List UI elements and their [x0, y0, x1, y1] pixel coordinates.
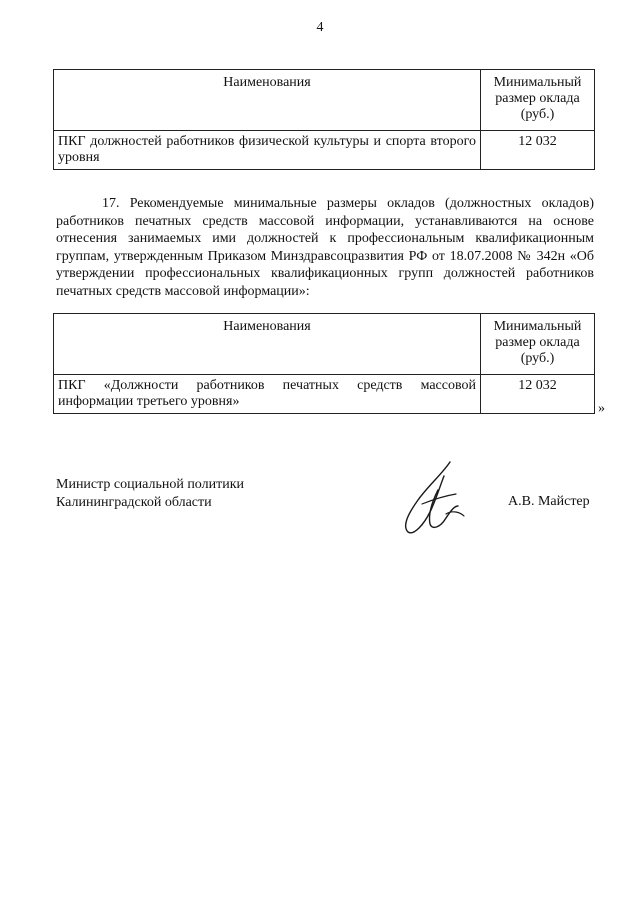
table-row	[54, 131, 595, 170]
salary-table-media	[53, 313, 595, 414]
header-salary-cell: Минимальный размер оклада (руб.)	[481, 314, 595, 375]
header-name-cell: Наименования	[54, 70, 481, 131]
table-header-row	[54, 70, 595, 131]
signer-position	[56, 476, 244, 512]
signer-position-line-1: Министр социальной политики	[56, 477, 245, 492]
header-name-cell: Наименования	[54, 314, 481, 375]
signer-position-line-2: Калининградской области	[56, 495, 212, 510]
row-name-cell: ПКГ «Должности работников печатных средств массовой информации третьего уровня»	[54, 375, 481, 414]
row-salary-cell: 12 032	[481, 131, 595, 170]
table-row	[54, 375, 595, 414]
signer-name: А.В. Майстер	[508, 494, 590, 509]
closing-quote-mark: »	[598, 401, 605, 416]
paragraph-17: 17. Рекомендуемые минимальные размеры окладов (должностных окладов) работников печатных средств массовой информации, устанавливаются на основе отнесения занимаемых ими должностей к профессиональным квалификационным группам, утвержденным Приказом Минздравсоцразвития РФ от 18.07.2008 № 342н «Об утверждении профессиональных квалификационных групп должностей работников печатных средств массовой информации»:	[56, 196, 594, 299]
table-header-row	[54, 314, 595, 375]
page-number: 4	[316, 20, 324, 35]
header-salary-cell: Минимальный размер оклада (руб.)	[481, 70, 595, 131]
handwritten-signature-image	[392, 456, 476, 540]
row-salary-cell: 12 032	[481, 375, 595, 414]
salary-table-sports	[53, 69, 595, 170]
row-name-cell: ПКГ должностей работников физической культуры и спорта второго уровня	[54, 131, 481, 170]
